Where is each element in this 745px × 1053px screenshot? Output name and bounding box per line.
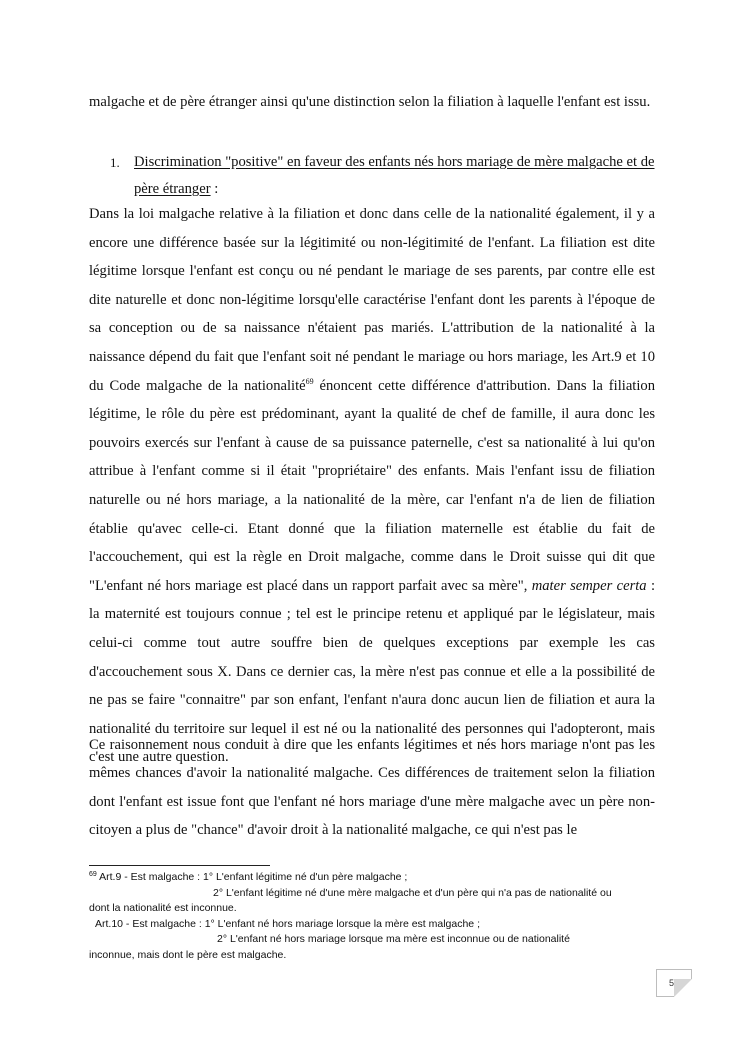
- page-number-box: [656, 969, 692, 997]
- footnote-line: Art.10 - Est malgache : 1° L'enfant né hors mariage lorsque la mère est malgache ;: [95, 917, 480, 930]
- closing-paragraph: Ce raisonnement nous conduit à dire que les enfants légitimes et nés hors mariage n'ont pas les mêmes chances d'avoir la nationalité malgache. Ces différences de traitement selon la filiation dont l'enfant est issue font que l'enfant né hors mariage d'une mère malgache avec un père non-citoyen a plus de "chance" d'avoir droit à la nationalité malgache, ce qui n'est pas le: [89, 737, 655, 839]
- heading-underlined-title: Discrimination "positive" en faveur des enfants nés hors mariage de mère malgache et de père étranger: [134, 154, 655, 197]
- section-heading: [110, 149, 655, 203]
- page-number: 56: [668, 978, 679, 988]
- main-paragraph: [89, 200, 655, 772]
- footnote-number: 69: [89, 871, 97, 878]
- heading-number: 1.: [110, 155, 120, 170]
- footnote-line: 2° L'enfant né hors mariage lorsque ma mère est inconnue ou de nationalité: [217, 933, 570, 945]
- footnote-block: [89, 870, 669, 963]
- footnote-line: dont la nationalité est inconnue.: [89, 902, 237, 914]
- latin-phrase: mater semper certa: [531, 577, 647, 594]
- main-paragraph-part2: énoncent cette différence d'attribution. Dans la filiation légitime, le rôle du père est prédominant, ayant la qualité de chef de famille, il aura donc les pouvoirs exercés sur l'enfant à cause de sa puissance paternelle, c'est sa nationalité à lui qu'on attribue à l'enfant comme si il était "propriétaire" des enfants. Mais l'enfant issu de filiation naturelle ou né hors mariage, a la nationalité de la mère, car l'enfant n'a de lien de filiation établie qu'avec celle-ci. Etant donné que la filiation maternelle est établie du fait de l'accouchement, qui est la règle en Droit malgache, comme dans le Droit suisse qui dit que "L'enfant né hors mariage est placé dans un rapport parfait avec sa mère",: [89, 377, 655, 594]
- footnote-reference[interactable]: 69: [305, 376, 314, 386]
- footnote-separator: [89, 865, 270, 866]
- footnote-line: 2° L'enfant légitime né d'une mère malgache et d'un père qui n'a pas de nationalité ou: [213, 886, 612, 899]
- main-paragraph-part1: Dans la loi malgache relative à la filiation et donc dans celle de la nationalité également, il y a encore une différence basée sur la légitimité ou non-légitimité de l'enfant. La filiation est dite légitime lorsque l'enfant est conçu ou né pendant le mariage de ses parents, par contre elle est dite naturelle et donc non-légitime lorsqu'elle caractérise l'enfant dont les parents à l'époque de sa conception ou de sa naissance n'étaient pas mariés. L'attribution de la nationalité à la naissance dépend du fait que l'enfant soit né pendant le mariage ou hors mariage, les Art.9 et 10 du Code malgache de la nationalité: [89, 206, 655, 394]
- main-paragraph-part3: : la maternité est toujours connue ; tel est le principe retenu et appliqué par le législateur, mais celui-ci comme tout autre souffre bien de quelques exceptions par exemple les cas d'accouchement sous X. Dans ce dernier cas, la mère n'est pas connue et elle a la possibilité de ne pas se faire "connaitre" par son enfant, l'enfant n'aura donc aucun lien de filiation et aura la nationalité du territoire sur lequel il est né ou la nationalité des personnes qui l'adopteront, mais c'est une autre question.: [89, 577, 656, 766]
- heading-suffix: :: [210, 181, 219, 197]
- intro-paragraph: malgache et de père étranger ainsi qu'une distinction selon la filiation à laquelle l'enfant est issu.: [89, 94, 651, 110]
- footnote-line: inconnue, mais dont le père est malgache.: [89, 948, 287, 961]
- heading-text: [134, 149, 655, 203]
- page-fold-corner: [674, 979, 692, 997]
- footnote-line: $^{69}$ Art.9 - Est malgache : 1° L'enfant légitime né d'un père malgache ;: [89, 871, 408, 883]
